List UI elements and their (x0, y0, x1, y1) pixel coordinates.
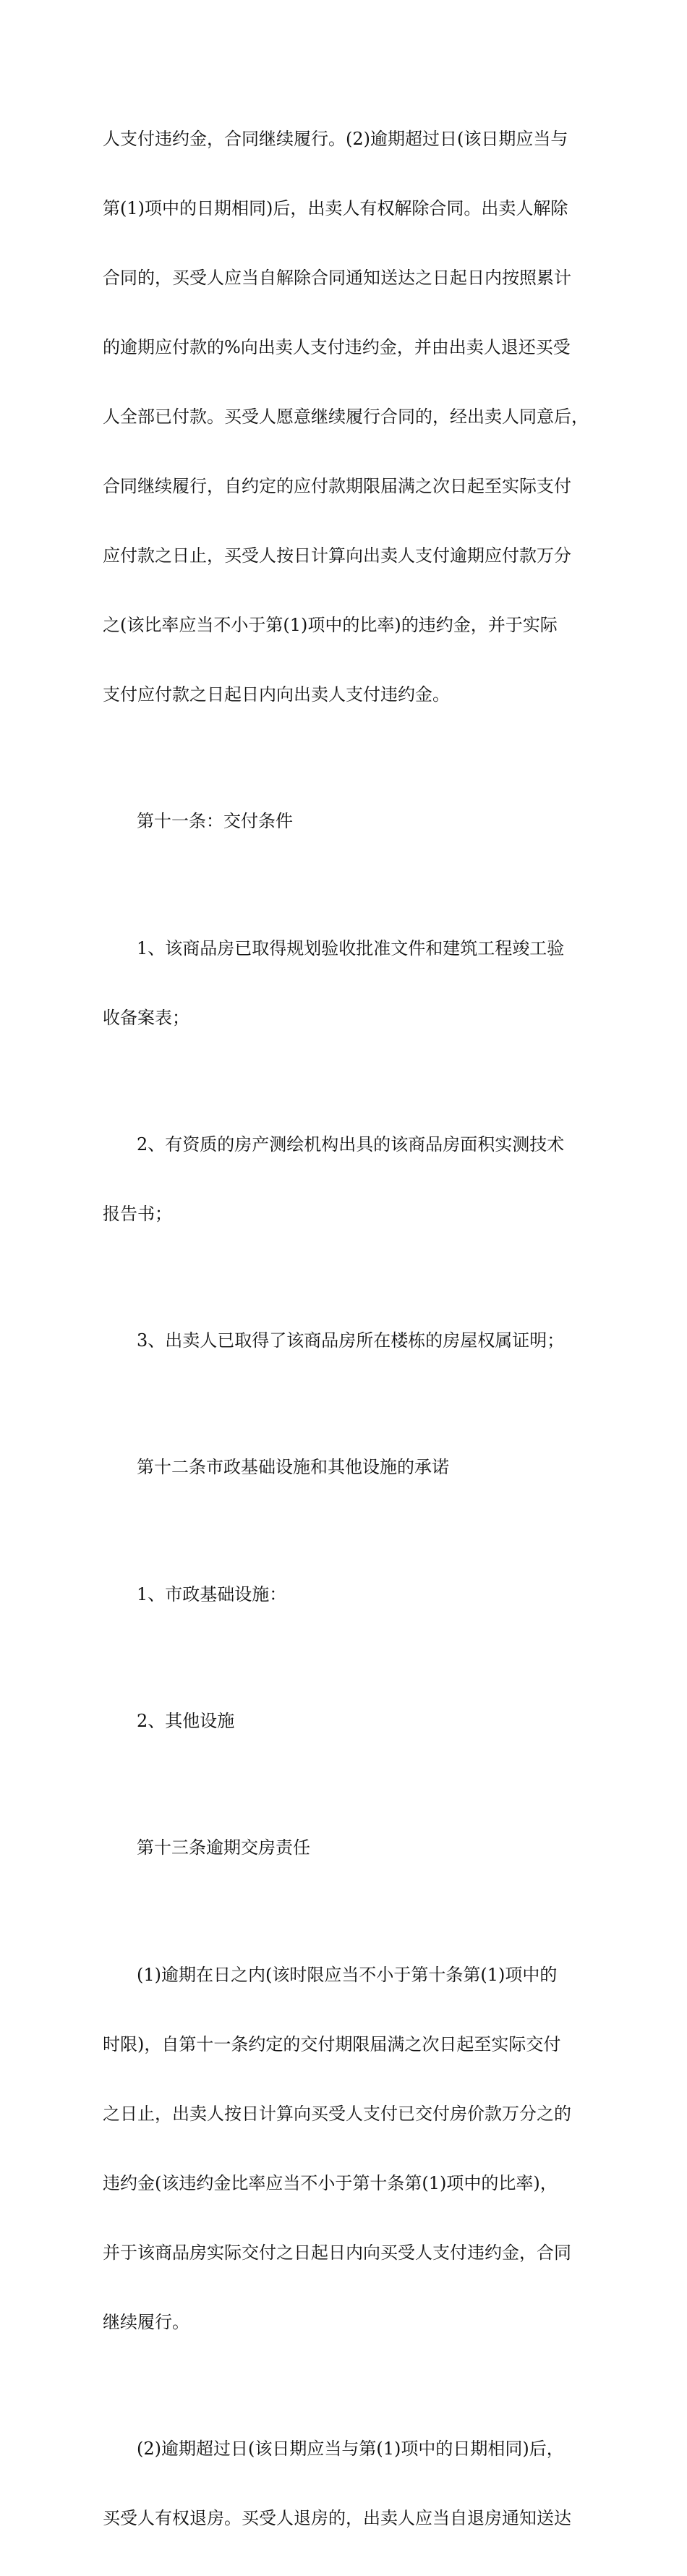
text-line: 合同的，买受人应当自解除合同通知送达之日起日内按照累计 (103, 268, 571, 288)
heading-text: 第十二条市政基础设施和其他设施的承诺 (137, 1457, 449, 1477)
text-line: 时限)，自第十一条约定的交付期限届满之次日起至实际交付 (103, 2034, 561, 2054)
text-line: 买受人有权退房。买受人退房的，出卖人应当自退房通知送达 (103, 2508, 571, 2528)
text-line: 继续履行。 (103, 2312, 189, 2332)
text-line: (1)逾期在日之内(该时限应当不小于第十条第(1)项中的 (137, 1965, 558, 1985)
paragraph-penalty-continuation (103, 81, 589, 752)
text-line: 2、其他设施 (137, 1711, 235, 1731)
text-line: 人全部已付款。买受人愿意继续履行合同的，经出卖人同意后， (103, 407, 589, 427)
text-line: 应付款之日止，买受人按日计算向出卖人支付逾期应付款万分 (103, 545, 571, 566)
text-line: 收备案表； (103, 1008, 189, 1028)
text-line: 2、有资质的房产测绘机构出具的该商品房面积实测技术 (137, 1134, 565, 1155)
article-11-heading (103, 763, 586, 879)
facility-item-1 (103, 1536, 586, 1652)
article-13-heading (103, 1790, 586, 1905)
late-delivery-clause-1 (103, 1917, 586, 2380)
text-line: 报告书； (103, 1204, 172, 1224)
text-line: 违约金(该违约金比率应当不小于第十条第(1)项中的比率)， (103, 2173, 558, 2193)
text-line: 并于该商品房实际交付之日起日内向买受人支付违约金，合同 (103, 2243, 571, 2263)
late-delivery-clause-2 (103, 2391, 586, 2576)
text-line: 之日止，出卖人按日计算向买受人支付已交付房价款万分之的 (103, 2104, 571, 2124)
delivery-condition-item-3 (103, 1283, 586, 1398)
text-line: 3、出卖人已取得了该商品房所在楼栋的房屋权属证明； (137, 1330, 565, 1351)
facility-item-2 (103, 1663, 586, 1779)
text-line: 之(该比率应当不小于第(1)项中的比率)的违约金，并于实际 (103, 615, 558, 635)
heading-text: 第十三条逾期交房责任 (137, 1837, 310, 1858)
text-line: 的逾期应付款的%向出卖人支付违约金，并由出卖人退还买受 (103, 337, 571, 357)
text-line: 合同继续履行，自约定的应付款期限届满之次日起至实际支付 (103, 476, 571, 496)
delivery-condition-item-2 (103, 1087, 586, 1272)
delivery-condition-item-1 (103, 890, 586, 1076)
heading-text: 第十一条：交付条件 (137, 811, 293, 831)
text-line: 人支付违约金，合同继续履行。(2)逾期超过日(该日期应当与 (103, 129, 568, 149)
article-12-heading (103, 1409, 586, 1525)
text-line: 第(1)项中的日期相同)后，出卖人有权解除合同。出卖人解除 (103, 198, 568, 218)
text-line: 1、该商品房已取得规划验收批准文件和建筑工程竣工验 (137, 938, 565, 958)
text-line: (2)逾期超过日(该日期应当与第(1)项中的日期相同)后， (137, 2439, 564, 2459)
text-line: 支付应付款之日起日内向出卖人支付违约金。 (103, 684, 450, 705)
text-line: 1、市政基础设施： (137, 1584, 287, 1604)
